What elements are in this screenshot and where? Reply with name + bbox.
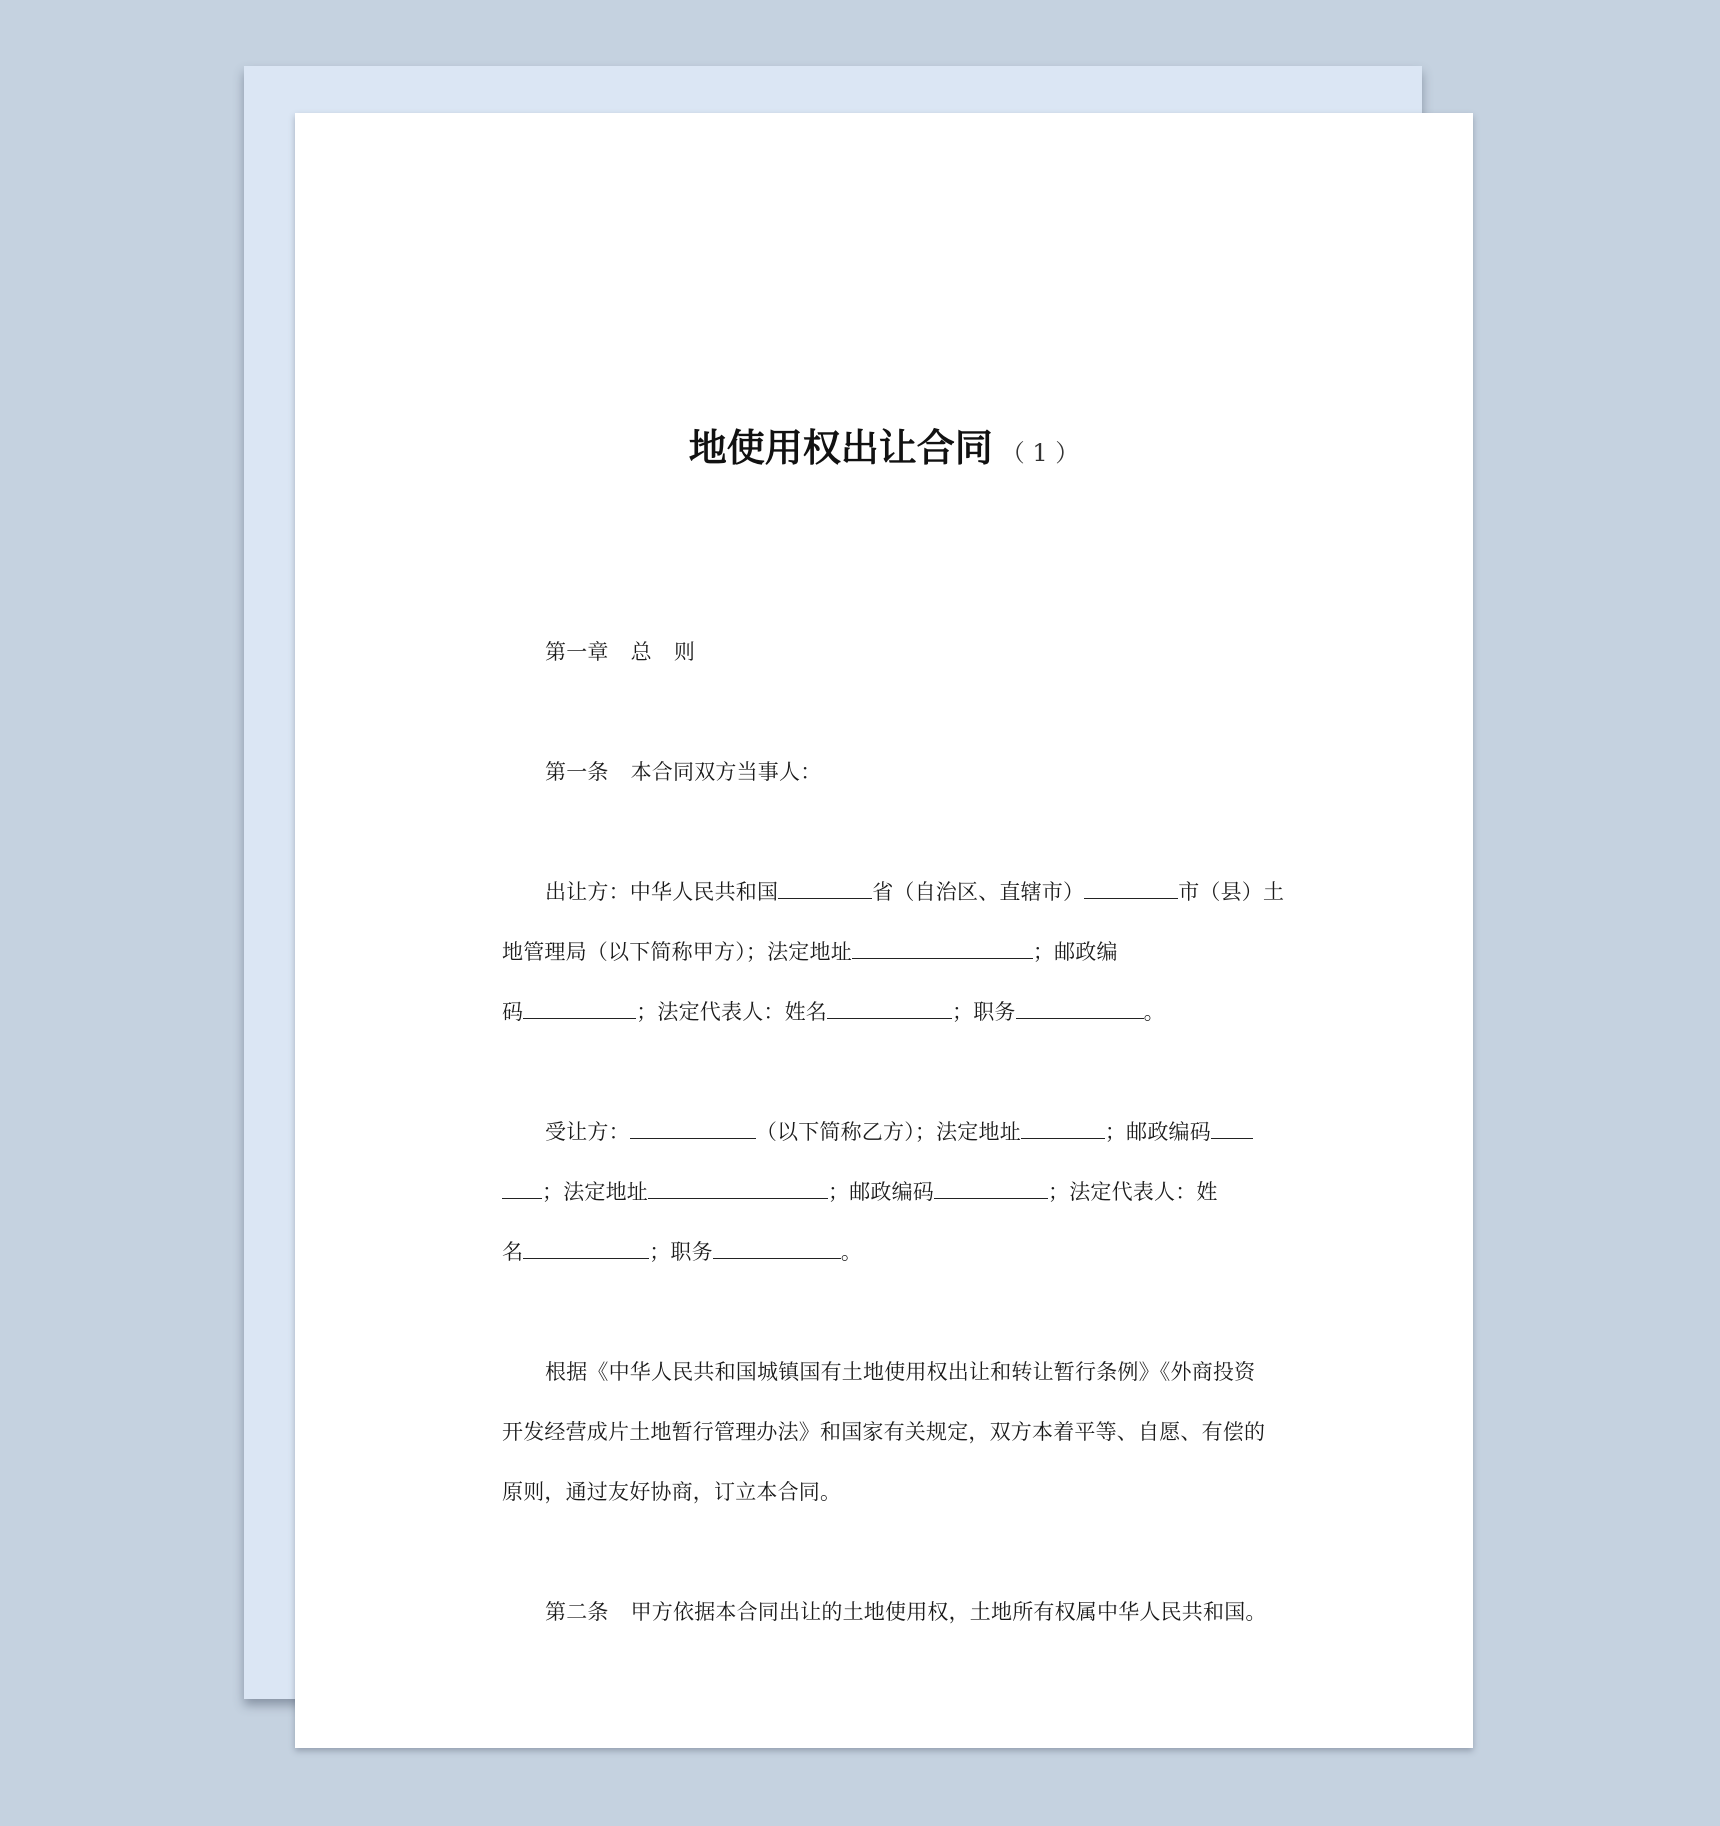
article-1 — [502, 742, 1264, 802]
grantee-rep-title-blank — [713, 1238, 841, 1259]
grantee-postcode-blank-1a — [1211, 1118, 1253, 1139]
grantee-rep-name-blank — [523, 1238, 649, 1259]
grantor-text-1: 出让方：中华人民共和国 — [545, 880, 779, 904]
grantor-text-8: ；职务 — [952, 1000, 1016, 1024]
chapter-number: 第一章 — [545, 640, 609, 664]
grantor-text-7: ；法定代表人：姓名 — [636, 1000, 828, 1024]
grantee-text-9: 。 — [840, 1240, 863, 1264]
grantee-address-blank-1 — [1021, 1118, 1105, 1139]
article-2-label: 第二条 — [545, 1600, 609, 1624]
grantor-text-3: 市（县）土 — [1178, 880, 1285, 904]
grantee-text-8: ；职务 — [649, 1240, 713, 1264]
grantor-text-5: ；邮政编 — [1032, 940, 1118, 964]
grantor-title-blank — [1016, 998, 1144, 1019]
grantee-text-7: 名 — [502, 1240, 524, 1264]
province-blank — [778, 878, 872, 899]
grantee-text-1: 受让方： — [545, 1120, 630, 1144]
grantee-name-blank — [630, 1118, 756, 1139]
grantee-address-blank-2 — [648, 1178, 828, 1199]
legal-basis-line-3: 原则，通过友好协商，订立本合同。 — [502, 1480, 842, 1504]
grantor-paragraph — [502, 862, 1285, 1042]
city-blank — [1084, 878, 1178, 899]
article-2 — [502, 1582, 1267, 1642]
grantee-postcode-blank-1b — [502, 1178, 542, 1199]
article-1-label: 第一条 — [545, 760, 609, 784]
grantor-text-9: 。 — [1143, 1000, 1165, 1024]
grantee-text-2: （以下简称乙方）；法定地址 — [755, 1120, 1021, 1144]
grantee-postcode-blank-2 — [934, 1178, 1048, 1199]
grantee-text-6: ；法定代表人：姓 — [1048, 1180, 1218, 1204]
article-1-text: 本合同双方当事人： — [630, 760, 822, 784]
chapter-title-word-2: 则 — [673, 640, 696, 664]
grantee-text-3: ；邮政编码 — [1104, 1120, 1211, 1144]
article-2-text: 甲方依据本合同出让的土地使用权，土地所有权属中华人民共和国。 — [630, 1600, 1267, 1624]
document-title — [295, 418, 1473, 483]
legal-basis-line-2: 开发经营成片土地暂行管理办法》和国家有关规定，双方本着平等、自愿、有偿的 — [502, 1420, 1266, 1444]
legal-basis-line-1: 根据《中华人民共和国城镇国有土地使用权出让和转让暂行条例》《外商投资 — [545, 1360, 1256, 1384]
document-title-text: 地使用权出让合同 — [688, 426, 993, 470]
grantor-text-6: 码 — [502, 1000, 524, 1024]
grantor-text-4: 地管理局（以下简称甲方）；法定地址 — [502, 940, 852, 964]
document-title-suffix: （ 1 ） — [1000, 439, 1080, 467]
grantee-text-4: ；法定地址 — [542, 1180, 648, 1204]
grantor-address-blank — [852, 938, 1033, 959]
legal-basis-paragraph — [502, 1342, 1264, 1522]
grantor-text-2: 省（自治区、直辖市） — [872, 880, 1085, 904]
grantee-paragraph — [502, 1102, 1264, 1282]
chapter-title-word-1: 总 — [630, 640, 652, 664]
chapter-heading — [502, 622, 1264, 682]
document-page — [295, 113, 1473, 1748]
grantor-postcode-blank — [523, 998, 636, 1019]
grantee-text-5: ；邮政编码 — [828, 1180, 934, 1204]
grantor-name-blank — [827, 998, 952, 1019]
